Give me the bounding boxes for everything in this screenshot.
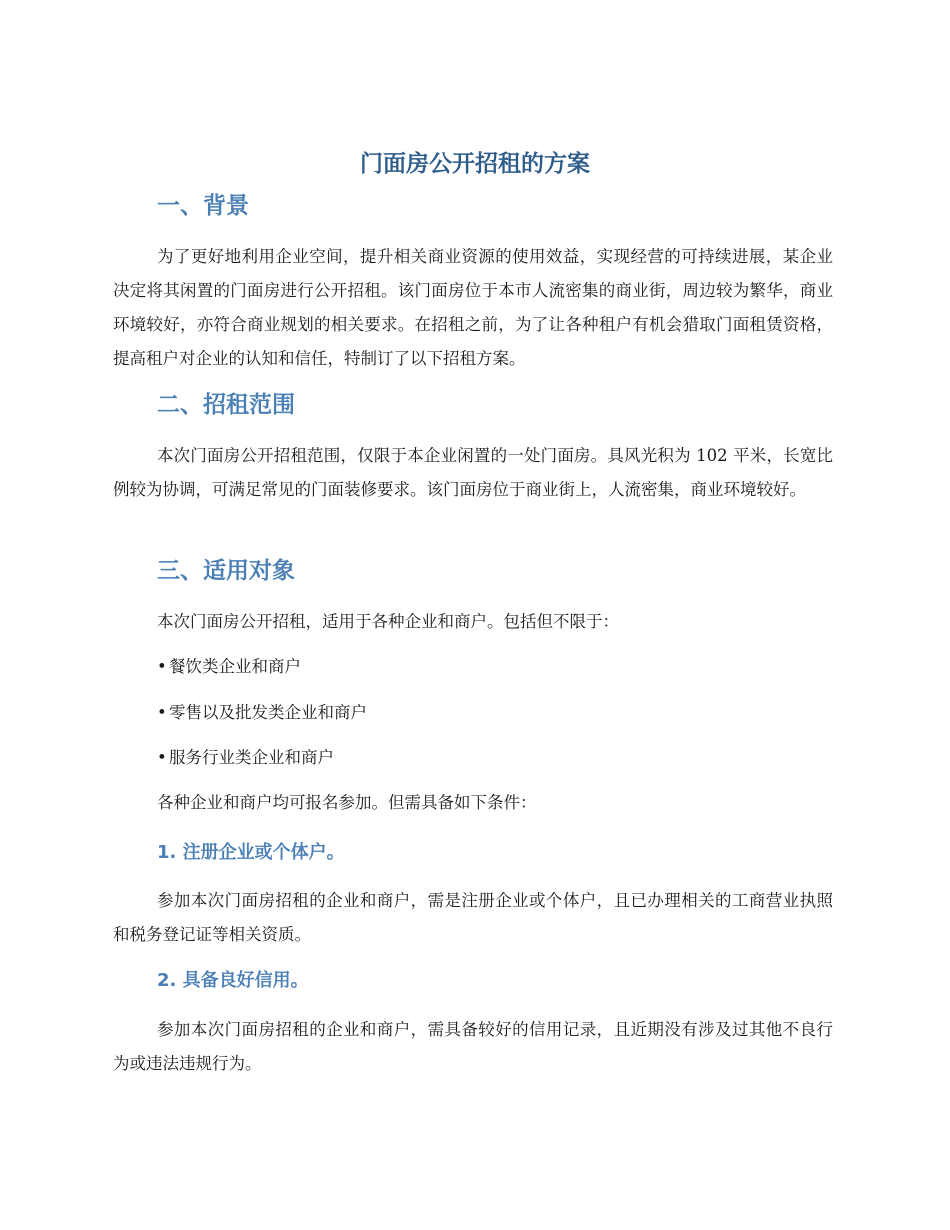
section-heading-applicable: 三、适用对象	[157, 558, 295, 584]
applicable-intro: 本次门面房公开招租，适用于各种企业和商户。包括但不限于：	[157, 612, 619, 631]
condition-paragraph-registered: 参加本次门面房招租的企业和商户，需是注册企业或个体户，且已办理相关的工商营业执照和税务登记证等相关资质。	[113, 891, 833, 944]
section-heading-scope: 二、招租范围	[157, 392, 295, 418]
bullet-marker: •	[157, 748, 167, 767]
bullet-marker: •	[157, 657, 167, 676]
bullet-marker: •	[157, 703, 167, 722]
conditions-intro: 各种企业和商户均可报名参加。但需具备如下条件：	[157, 793, 537, 812]
section-heading-background: 一、背景	[157, 193, 249, 219]
list-item-text: 服务行业类企业和商户	[169, 748, 334, 767]
list-item-text: 零售以及批发类企业和商户	[169, 703, 367, 722]
list-item	[157, 654, 301, 680]
list-item-text: 餐饮类企业和商户	[169, 657, 301, 676]
document-title: 门面房公开招租的方案	[360, 151, 590, 177]
condition-heading-registered: 1. 注册企业或个体户。	[157, 842, 345, 863]
condition-paragraph-credit: 参加本次门面房招租的企业和商户，需具备较好的信用记录，且近期没有涉及过其他不良行为或违法违规行为。	[113, 1020, 833, 1073]
section-paragraph-background: 为了更好地利用企业空间，提升相关商业资源的使用效益，实现经营的可持续进展，某企业决定将其闲置的门面房进行公开招租。该门面房位于本市人流密集的商业街，周边较为繁华，商业环境较好，亦符合商业规划的相关要求。在招租之前，为了让各种租户有机会猎取门面租赁资格，提高租户对企业的认知和信任，特制订了以下招租方案。	[113, 247, 833, 368]
list-item	[157, 700, 367, 726]
list-item	[157, 745, 334, 771]
condition-heading-credit: 2. 具备良好信用。	[157, 970, 309, 991]
section-paragraph-scope: 本次门面房公开招租范围，仅限于本企业闲置的一处门面房。具风光积为 102 平米，长宽比例较为协调，可满足常见的门面装修要求。该门面房位于商业街上，人流密集，商业环境较好。	[113, 446, 833, 499]
